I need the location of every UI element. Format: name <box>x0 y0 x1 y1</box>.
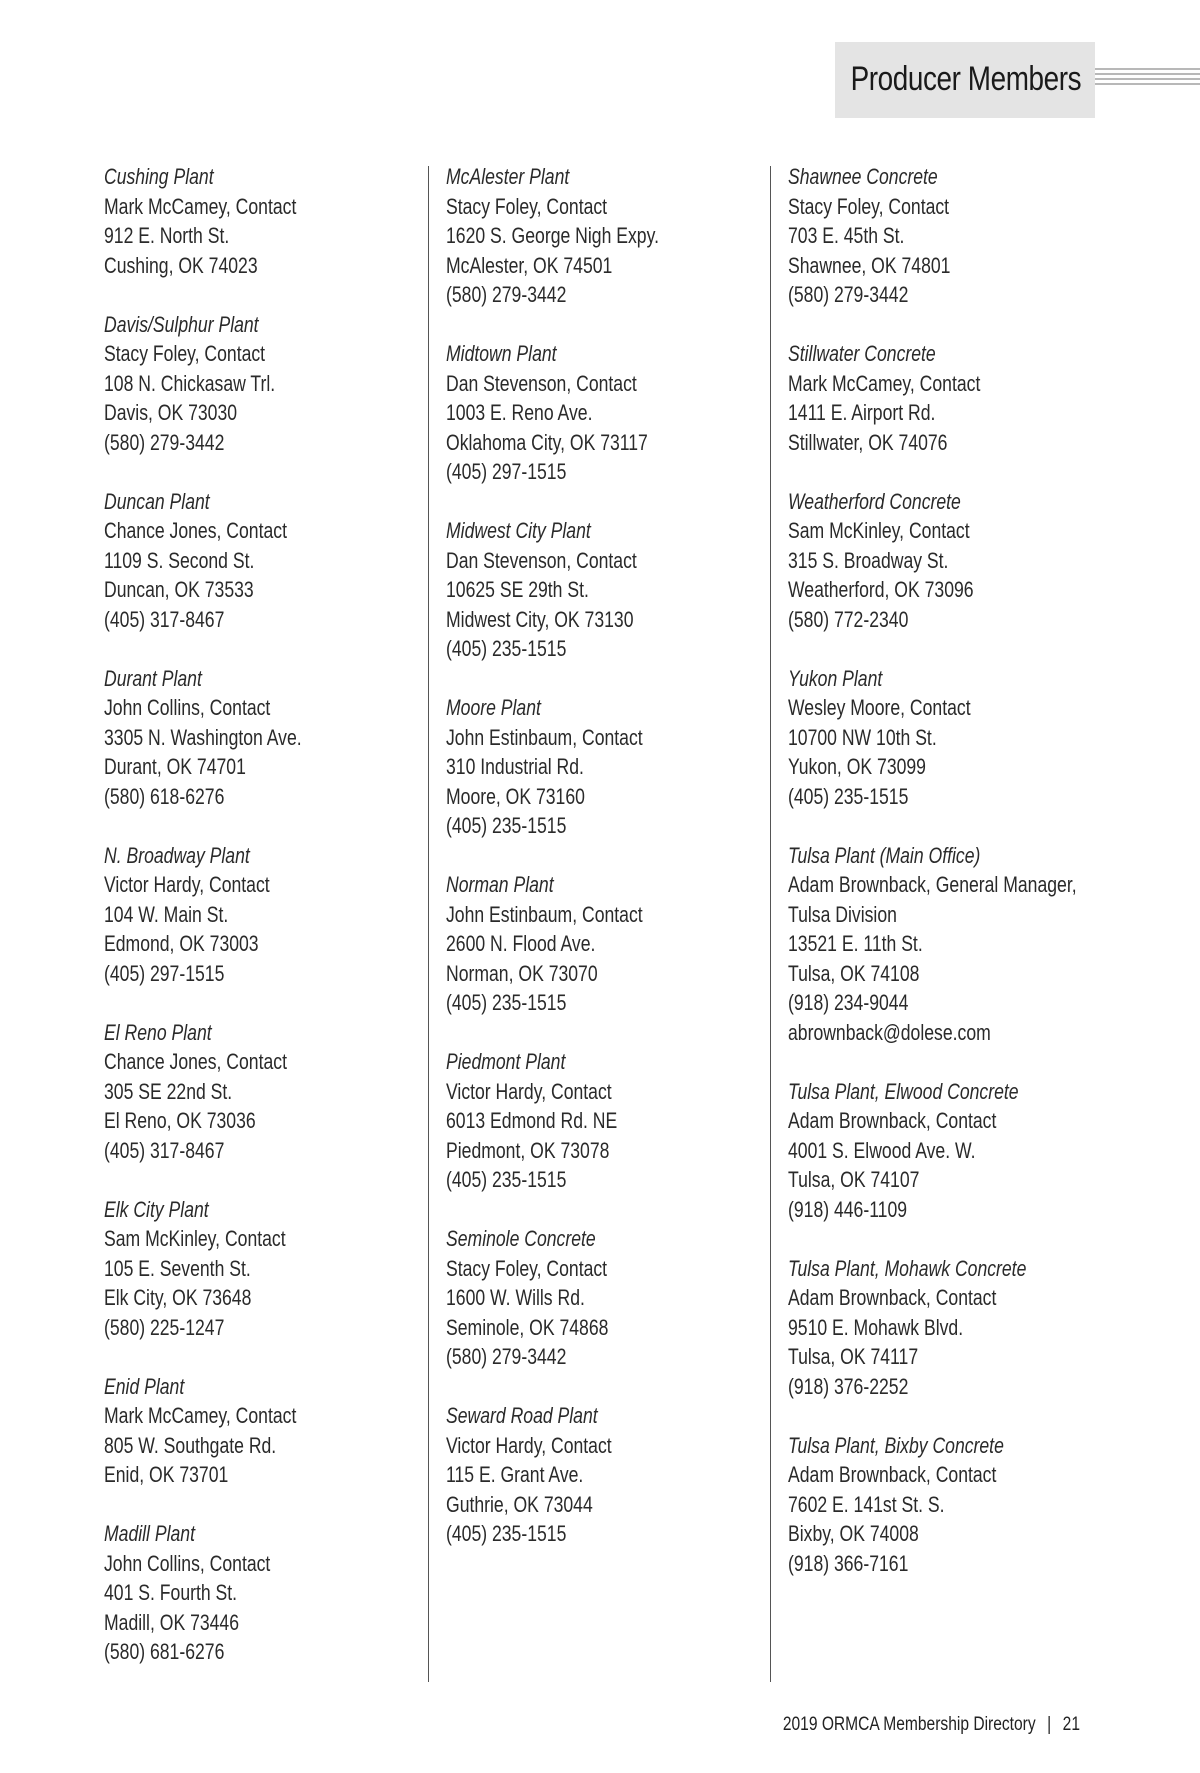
directory-entry <box>104 1195 404 1343</box>
directory-entry <box>446 162 746 310</box>
address-line: (405) 235-1515 <box>446 990 567 1015</box>
contact-name: Wesley Moore, Contact <box>788 695 971 720</box>
plant-name: El Reno Plant <box>104 1019 212 1045</box>
directory-entry <box>104 1018 404 1166</box>
address-line: Elk City, OK 73648 <box>104 1285 252 1310</box>
address-line: (405) 235-1515 <box>446 636 567 661</box>
contact-name: Chance Jones, Contact <box>104 1049 287 1074</box>
address-line: (580) 279-3442 <box>104 429 225 455</box>
contact-name: Victor Hardy, Contact <box>446 1078 612 1104</box>
address-line: (405) 235-1515 <box>446 813 567 838</box>
contact-name: Adam Brownback, Contact <box>788 1108 997 1133</box>
contact-name: John Estinbaum, Contact <box>446 724 643 750</box>
plant-name: Midtown Plant <box>446 341 557 366</box>
address-line: Tulsa Division <box>788 901 897 927</box>
directory-entry <box>788 487 1088 635</box>
address-line: (580) 618-6276 <box>104 783 225 809</box>
address-line: Norman, OK 73070 <box>446 960 598 986</box>
plant-name: Tulsa Plant, Bixby Concrete <box>788 1432 1004 1458</box>
address-line: (580) 681-6276 <box>104 1639 225 1664</box>
address-line: Oklahoma City, OK 73117 <box>446 429 648 455</box>
address-line: Midwest City, OK 73130 <box>446 606 634 632</box>
address-line: (580) 279-3442 <box>446 282 567 307</box>
directory-entry <box>788 664 1088 812</box>
address-line: 2600 N. Flood Ave. <box>446 931 596 956</box>
directory-entry <box>788 162 1088 310</box>
contact-name: John Estinbaum, Contact <box>446 901 643 927</box>
directory-entry <box>788 841 1088 1048</box>
address-line: 10625 SE 29th St. <box>446 577 589 602</box>
contact-name: Mark McCamey, Contact <box>788 370 981 396</box>
address-line: McAlester, OK 74501 <box>446 252 613 278</box>
address-line: 9510 E. Mohawk Blvd. <box>788 1314 964 1340</box>
directory-entry <box>104 664 404 812</box>
plant-name: Stillwater Concrete <box>788 341 936 366</box>
address-line: 1620 S. George Nigh Expy. <box>446 223 659 248</box>
plant-name: Elk City Plant <box>104 1196 209 1222</box>
directory-entry <box>104 1372 404 1490</box>
contact-name: Stacy Foley, Contact <box>788 193 950 219</box>
plant-name: Moore Plant <box>446 695 541 720</box>
plant-name: Shawnee Concrete <box>788 164 938 189</box>
address-line: (918) 376-2252 <box>788 1373 909 1399</box>
section-title: Producer Members <box>850 60 1081 98</box>
contact-name: Chance Jones, Contact <box>104 518 287 543</box>
address-line: Enid, OK 73701 <box>104 1462 229 1487</box>
plant-name: Seminole Concrete <box>446 1226 596 1251</box>
directory-entry <box>788 1077 1088 1225</box>
address-line: (918) 446-1109 <box>788 1196 908 1222</box>
address-line: 4001 S. Elwood Ave. W. <box>788 1137 976 1163</box>
plant-name: Tulsa Plant, Elwood Concrete <box>788 1078 1019 1104</box>
address-line: (918) 234-9044 <box>788 990 909 1015</box>
plant-name: Seward Road Plant <box>446 1403 598 1428</box>
address-line: Davis, OK 73030 <box>104 400 238 425</box>
directory-entry <box>788 339 1088 457</box>
address-line: Seminole, OK 74868 <box>446 1314 609 1340</box>
directory-entry <box>788 1431 1088 1579</box>
section-header-tab <box>835 42 1095 118</box>
address-line: 310 Industrial Rd. <box>446 754 584 779</box>
publication-title: 2019 ORMCA Membership Directory <box>782 1714 1036 1735</box>
address-line: Moore, OK 73160 <box>446 783 585 809</box>
contact-name: Mark McCamey, Contact <box>104 193 297 219</box>
address-line: Weatherford, OK 73096 <box>788 577 974 602</box>
plant-name: McAlester Plant <box>446 164 570 189</box>
plant-name: Yukon Plant <box>788 665 883 691</box>
plant-name: Weatherford Concrete <box>788 488 961 514</box>
address-line: Tulsa, OK 74107 <box>788 1167 920 1192</box>
address-line: 1109 S. Second St. <box>104 547 255 573</box>
column-divider <box>770 166 771 1682</box>
plant-name: Durant Plant <box>104 665 202 691</box>
directory-column-1 <box>104 162 404 1696</box>
plant-name: Duncan Plant <box>104 488 210 514</box>
contact-name: Victor Hardy, Contact <box>104 872 270 897</box>
address-line: 6013 Edmond Rd. NE <box>446 1108 618 1133</box>
address-line: (405) 235-1515 <box>446 1167 567 1192</box>
directory-entry <box>446 339 746 487</box>
footer-separator: | <box>1047 1714 1052 1735</box>
page-number: 21 <box>1062 1714 1080 1735</box>
address-line: (405) 297-1515 <box>446 459 567 484</box>
address-line: Cushing, OK 74023 <box>104 252 258 278</box>
address-line: (405) 235-1515 <box>788 783 909 809</box>
contact-name: Victor Hardy, Contact <box>446 1432 612 1458</box>
plant-name: Cushing Plant <box>104 164 214 189</box>
plant-name: N. Broadway Plant <box>104 842 250 868</box>
address-line: Piedmont, OK 73078 <box>446 1137 610 1163</box>
address-line: Durant, OK 74701 <box>104 754 246 779</box>
address-line: (580) 772-2340 <box>788 606 909 632</box>
contact-name: Dan Stevenson, Contact <box>446 547 637 573</box>
directory-entry <box>104 841 404 989</box>
column-divider <box>428 166 429 1682</box>
directory-column-2 <box>446 162 746 1578</box>
directory-entry <box>446 693 746 841</box>
directory-entry <box>446 516 746 664</box>
address-line: 7602 E. 141st St. S. <box>788 1491 945 1517</box>
address-line: 1600 W. Wills Rd. <box>446 1285 585 1310</box>
address-line: 912 E. North St. <box>104 223 230 248</box>
address-line: Tulsa, OK 74117 <box>788 1344 919 1369</box>
directory-entry <box>446 1401 746 1549</box>
plant-name: Tulsa Plant, Mohawk Concrete <box>788 1255 1027 1281</box>
address-line: Guthrie, OK 73044 <box>446 1491 593 1517</box>
directory-entry <box>104 310 404 458</box>
directory-entry <box>104 487 404 635</box>
plant-name: Davis/Sulphur Plant <box>104 311 259 337</box>
address-line: Stillwater, OK 74076 <box>788 429 948 455</box>
address-line: 105 E. Seventh St. <box>104 1255 251 1281</box>
address-line: Shawnee, OK 74801 <box>788 252 951 278</box>
contact-name: Adam Brownback, Contact <box>788 1285 997 1310</box>
address-line: (405) 317-8467 <box>104 1137 225 1163</box>
address-line: 3305 N. Washington Ave. <box>104 724 302 750</box>
address-line: (405) 235-1515 <box>446 1521 567 1546</box>
header-decorative-lines <box>1095 68 1200 90</box>
plant-name: Tulsa Plant (Main Office) <box>788 842 981 868</box>
address-line: El Reno, OK 73036 <box>104 1108 256 1133</box>
contact-name: Stacy Foley, Contact <box>104 341 266 366</box>
address-line: 10700 NW 10th St. <box>788 724 937 750</box>
address-line: (405) 317-8467 <box>104 606 225 632</box>
contact-name: John Collins, Contact <box>104 695 271 720</box>
address-line: Yukon, OK 73099 <box>788 754 926 779</box>
directory-entry <box>446 1224 746 1372</box>
contact-name: Sam McKinley, Contact <box>104 1226 286 1251</box>
contact-name: Sam McKinley, Contact <box>788 518 970 543</box>
address-line: 315 S. Broadway St. <box>788 547 949 573</box>
address-line: 305 SE 22nd St. <box>104 1078 233 1104</box>
address-line: 108 N. Chickasaw Trl. <box>104 370 276 396</box>
directory-column-3 <box>788 162 1088 1608</box>
address-line: Edmond, OK 73003 <box>104 931 259 956</box>
contact-name: John Collins, Contact <box>104 1550 271 1576</box>
address-line: 401 S. Fourth St. <box>104 1580 238 1605</box>
address-line: Duncan, OK 73533 <box>104 577 254 602</box>
address-line: Tulsa, OK 74108 <box>788 960 920 986</box>
address-line: abrownback@dolese.com <box>788 1019 991 1045</box>
contact-name: Mark McCamey, Contact <box>104 1403 297 1428</box>
address-line: 115 E. Grant Ave. <box>446 1462 584 1487</box>
plant-name: Piedmont Plant <box>446 1049 566 1074</box>
contact-name: Adam Brownback, General Manager, <box>788 872 1077 897</box>
contact-name: Stacy Foley, Contact <box>446 193 608 219</box>
address-line: 1003 E. Reno Ave. <box>446 400 593 425</box>
directory-entry <box>446 870 746 1018</box>
directory-entry <box>104 162 404 280</box>
plant-name: Midwest City Plant <box>446 518 591 543</box>
address-line: Bixby, OK 74008 <box>788 1521 919 1546</box>
contact-name: Adam Brownback, Contact <box>788 1462 997 1487</box>
address-line: 805 W. Southgate Rd. <box>104 1432 277 1458</box>
directory-entry <box>446 1047 746 1195</box>
address-line: (580) 279-3442 <box>446 1344 567 1369</box>
address-line: (405) 297-1515 <box>104 960 225 986</box>
directory-entry <box>788 1254 1088 1402</box>
plant-name: Madill Plant <box>104 1521 195 1546</box>
address-line: (918) 366-7161 <box>788 1550 909 1576</box>
directory-entry <box>104 1519 404 1667</box>
address-line: Madill, OK 73446 <box>104 1609 240 1635</box>
plant-name: Norman Plant <box>446 872 554 897</box>
contact-name: Dan Stevenson, Contact <box>446 370 637 396</box>
contact-name: Stacy Foley, Contact <box>446 1255 608 1281</box>
address-line: 1411 E. Airport Rd. <box>788 400 936 425</box>
address-line: (580) 225-1247 <box>104 1314 225 1340</box>
page-footer <box>768 1714 1080 1736</box>
address-line: 703 E. 45th St. <box>788 223 905 248</box>
address-line: 104 W. Main St. <box>104 901 229 927</box>
address-line: (580) 279-3442 <box>788 282 909 307</box>
plant-name: Enid Plant <box>104 1373 185 1399</box>
address-line: 13521 E. 11th St. <box>788 931 923 956</box>
